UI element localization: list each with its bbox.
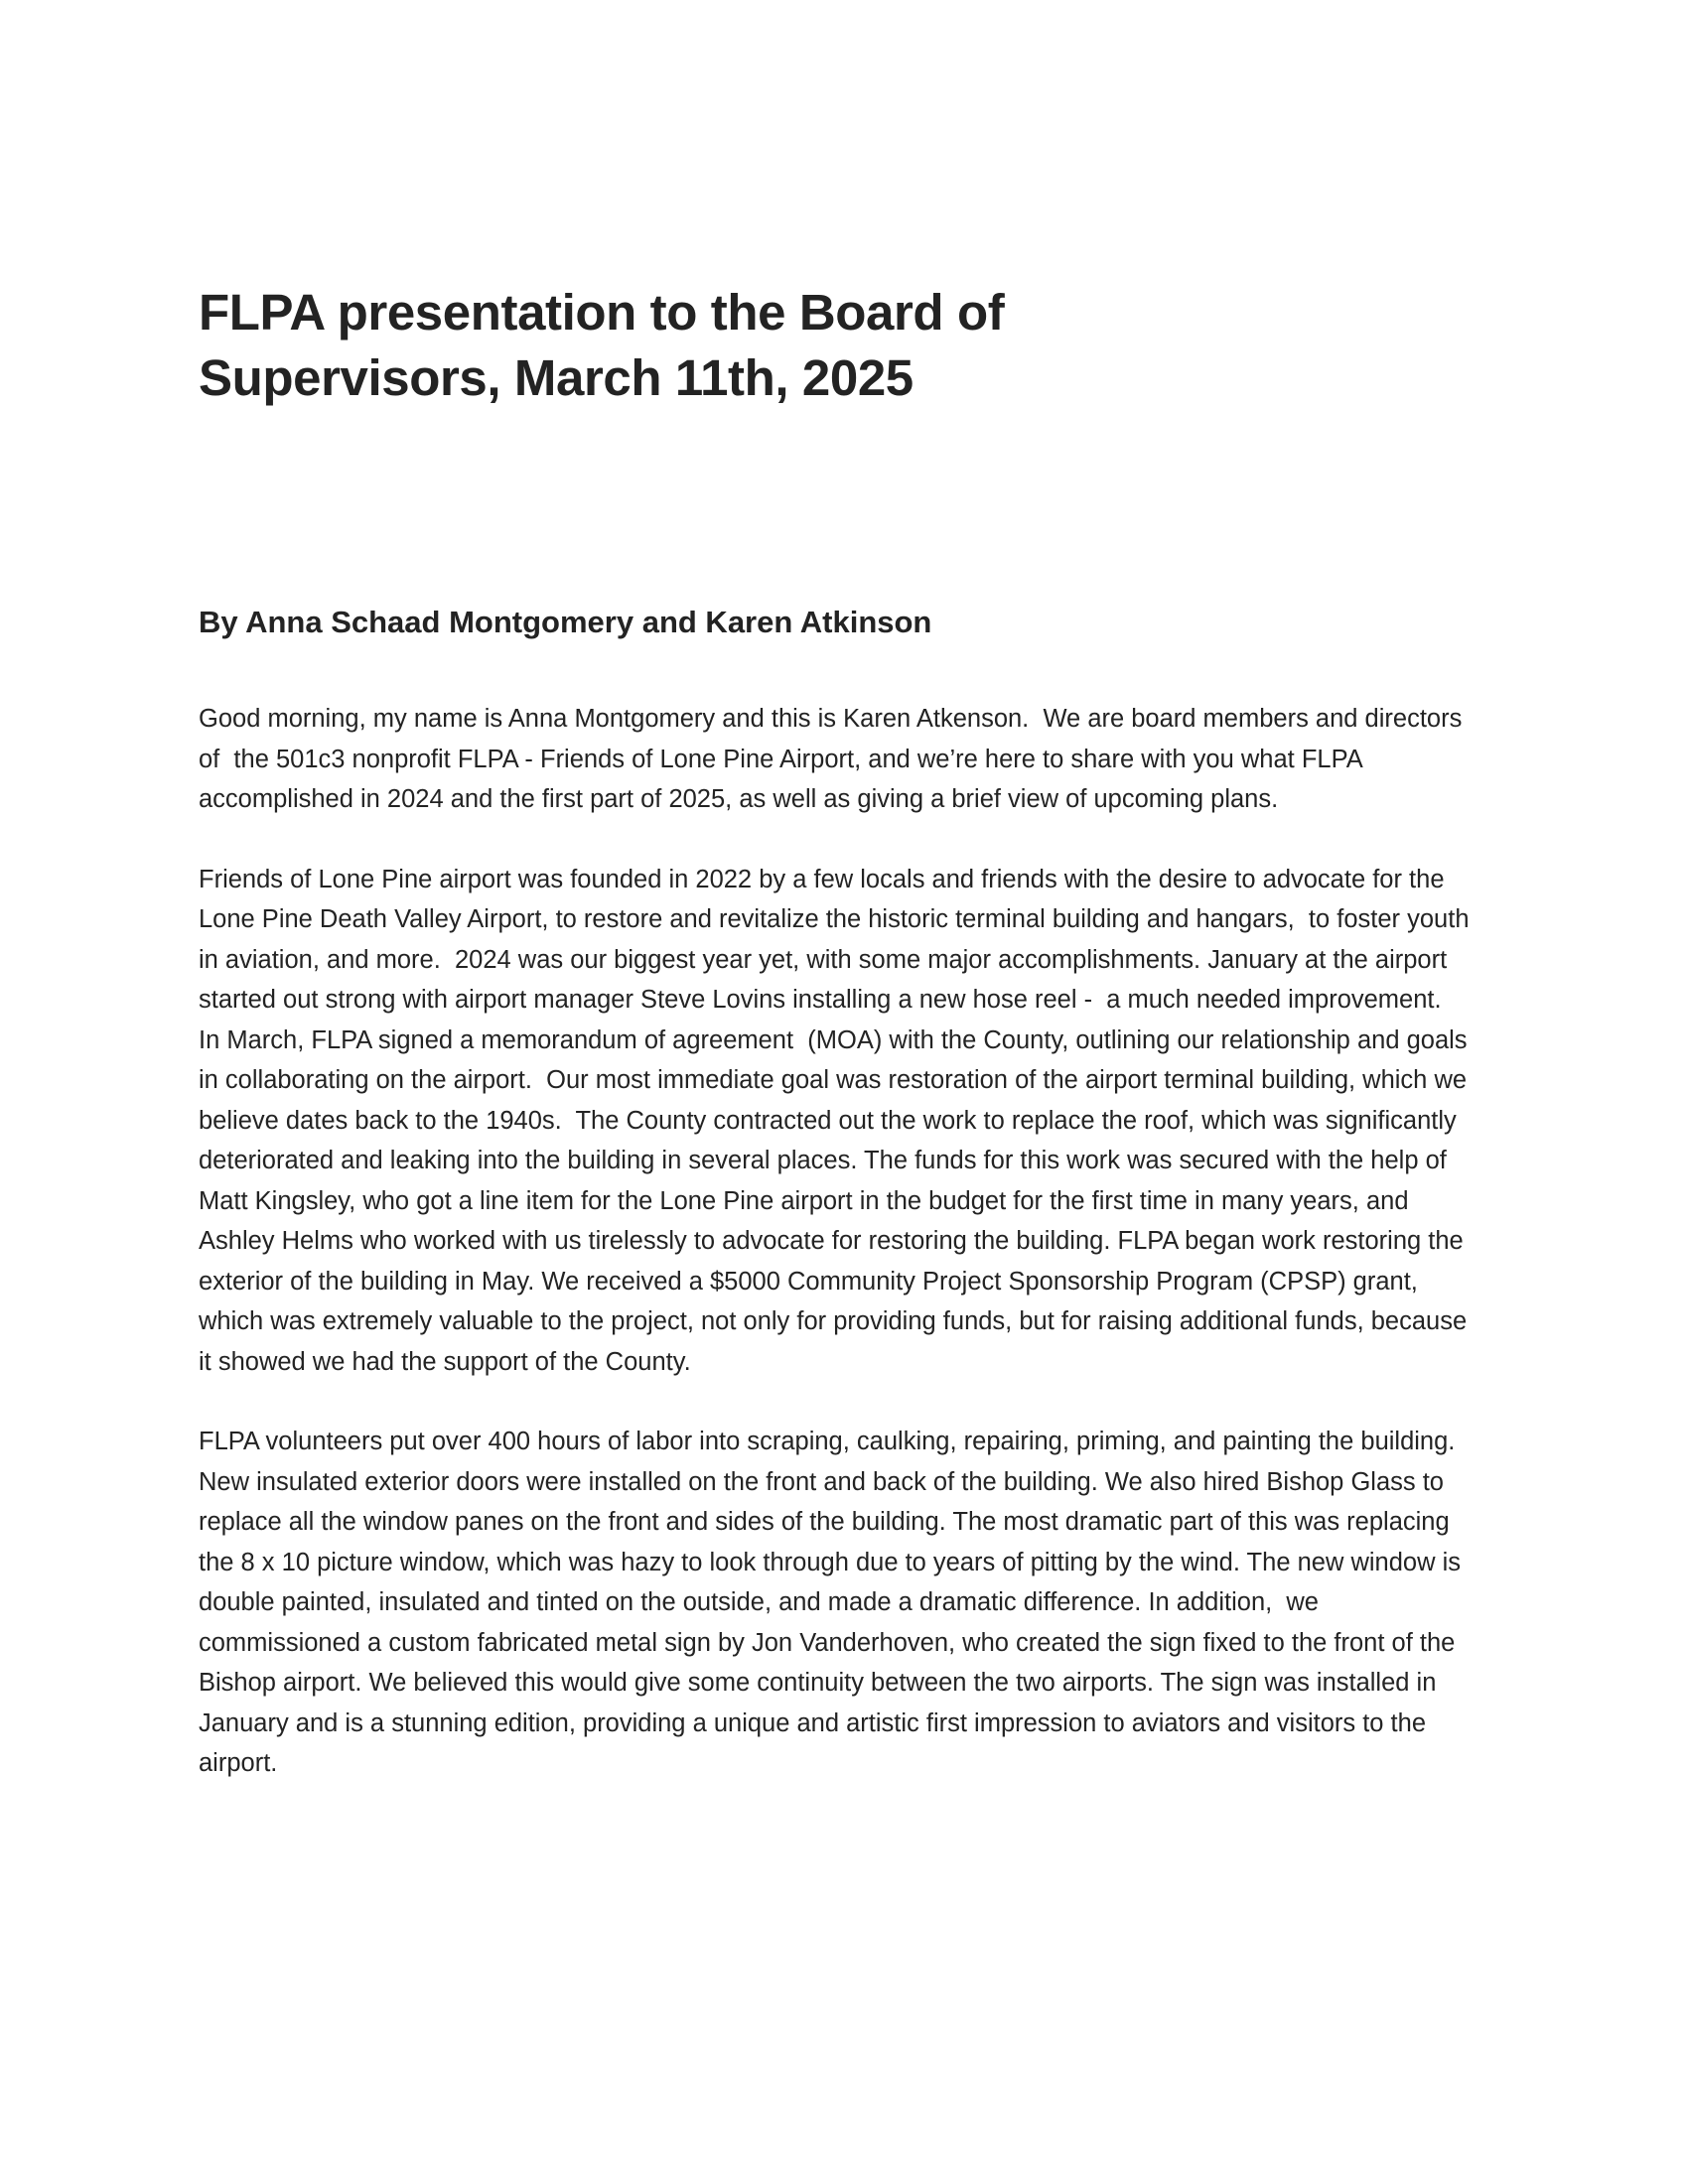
body-paragraph: FLPA volunteers put over 400 hours of labor into scraping, caulking, repairing, priming, and painting the building. New insulated exterior doors were installed on the front and back of the building. We also hired Bishop Glass to replace all the window panes on the front and sides of the building. The most dramatic part of this was replacing the 8 x 10 picture window, which was hazy to look through due to years of pitting by the wind. The new window is double painted, insulated and tinted on the outside, and made a dramatic difference. In addition, we commissioned a custom fabricated metal sign by Jon Vanderhoven, who created the sign fixed to the front of the Bishop airport. We believed this would give some continuity between the two airports. The sign was installed in January and is a stunning edition, providing a unique and artistic first impression to aviators and visitors to the airport. — [199, 1428, 1469, 1777]
document-content — [199, 280, 1477, 1777]
body-paragraph: Friends of Lone Pine airport was founded in 2022 by a few locals and friends with the desire to advocate for the Lone Pine Death Valley Airport, to restore and revitalize the historic terminal building and hangars, to foster youth in aviation, and more. 2024 was our biggest year yet, with some major accomplishments. January at the airport started out strong with airport manager Steve Lovins installing a new hose reel - a much needed improvement. In March, FLPA signed a memorandum of agreement (MOA) with the County, outlining our relationship and goals in collaborating on the airport. Our most immediate goal was restoration of the airport terminal building, which we believe dates back to the 1940s. The County contracted out the work to replace the roof, which was significantly deteriorated and leaking into the building in several places. The funds for this work was secured with the help of Matt Kingsley, who got a line item for the Lone Pine airport in the budget for the first time in many years, and Ashley Helms who worked with us tirelessly to advocate for restoring the building. FLPA began work restoring the exterior of the building in May. We received a $5000 Community Project Sponsorship Program (CPSP) grant, which was extremely valuable to the project, not only for providing funds, but for raising additional funds, because it showed we had the support of the County. — [199, 865, 1477, 1376]
body-paragraph: Good morning, my name is Anna Montgomery and this is Karen Atkenson. We are board members and directors of the 501c3 nonprofit FLPA - Friends of Lone Pine Airport, and we’re here to share with you what FLPA accomplished in 2024 and the first part of 2025, as well as giving a brief view of upcoming plans. — [199, 705, 1470, 813]
document-body — [199, 699, 1477, 1784]
document-byline: By Anna Schaad Montgomery and Karen Atkinson — [199, 605, 932, 639]
page-title: FLPA presentation to the Board of Supervisors, March 11th, 2025 — [199, 284, 1005, 407]
